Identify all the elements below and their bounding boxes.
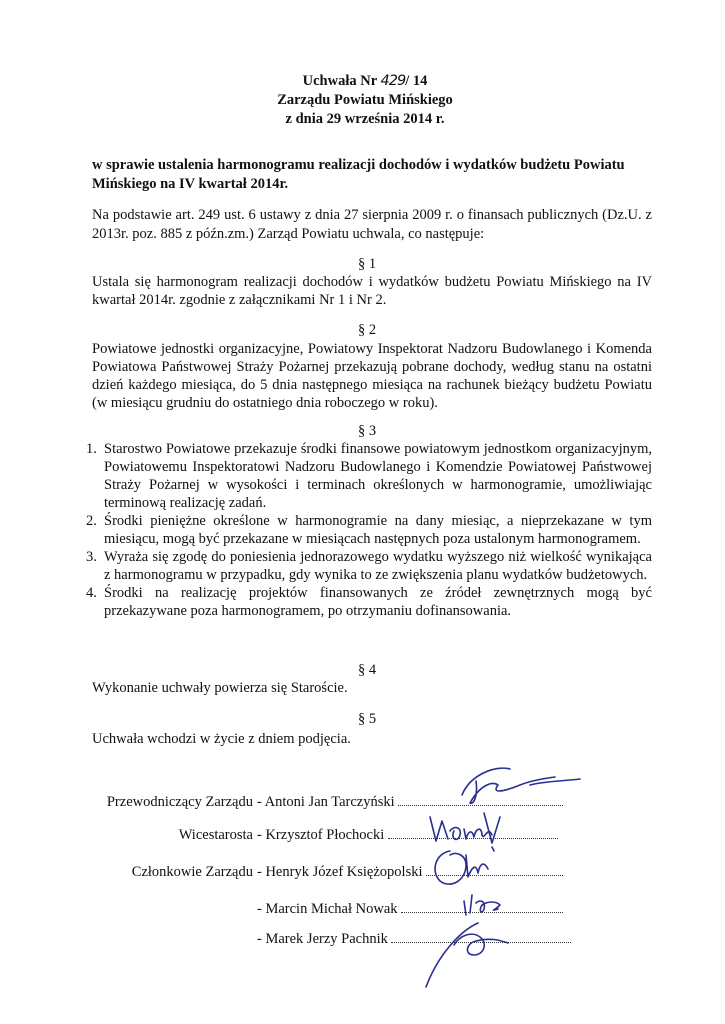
signature-line: [426, 863, 563, 876]
signatory-role: Wicestarosta: [178, 827, 253, 843]
list-item: [86, 584, 652, 620]
resolution-number-line: [200, 72, 530, 91]
list-item-text: Starostwo Powiatowe przekazuje środki finansowe powiatowym jednostkom organizacyjnym, Powiatowemu Inspektoratowi Nadzoru Budowlanego i Komendzie Powiatowej Państwowej Straży Pożarnej w wysokości i terminach określonych w harmonogramie, umożliwiając terminową realizację zadań.: [104, 441, 652, 511]
signatory-role: Przewodniczący Zarządu: [106, 794, 253, 810]
signature-line: [391, 930, 571, 943]
signature-line: [398, 793, 563, 806]
list-item-number: 4.: [86, 585, 97, 601]
legal-basis-intro: Na podstawie art. 249 ust. 6 ustawy z dnia 27 sierpnia 2009 r. o finansach publicznych (Dz.U. z 2013r. poz. 885 z późn.zm.) Zarząd Powiatu uchwala, co następuje:: [92, 207, 652, 242]
list-item-number: 1.: [86, 441, 97, 457]
section-4-mark: § 4: [357, 662, 377, 678]
resolution-subject: w sprawie ustalenia harmonogramu realizacji dochodów i wydatków budżetu Powiatu Mińskiego na IV kwartał 2014r.: [92, 157, 625, 192]
section-3-list: [86, 440, 652, 620]
signatory-name: - Marcin Michał Nowak: [257, 900, 563, 918]
list-item: [86, 548, 652, 584]
resolution-number-prefix: Uchwała Nr: [302, 73, 377, 89]
resolution-number-suffix: / 14: [405, 73, 428, 89]
section-2-mark: § 2: [357, 322, 377, 338]
list-item-text: Środki pieniężne określone w harmonogramie na dany miesiąc, a nieprzekazane w tym miesiącu, mogą być przekazane w miesiącach następnych poza ustalonym harmonogramem.: [104, 513, 652, 547]
section-4-text: Wykonanie uchwały powierza się Staroście.: [92, 680, 348, 696]
list-item: [86, 512, 652, 548]
signatory-name: - Marek Jerzy Pachnik: [257, 930, 571, 948]
list-item-number: 2.: [86, 513, 97, 529]
signatory-name: - Henryk Józef Księżopolski: [257, 863, 563, 881]
section-1-text: Ustala się harmonogram realizacji dochodów i wydatków budżetu Powiatu Mińskiego na IV kwartał 2014r. zgodnie z załącznikami Nr 1 i Nr 2.: [92, 274, 652, 308]
list-item-number: 3.: [86, 549, 97, 565]
section-1-mark: § 1: [357, 256, 377, 272]
signatory-role: Członkowie Zarządu: [131, 864, 253, 880]
section-5-mark: § 5: [357, 711, 377, 727]
resolution-header: [200, 72, 530, 129]
issuing-body: Zarządu Powiatu Mińskiego: [277, 92, 453, 108]
list-item-text: Wyraża się zgodę do poniesienia jednorazowego wydatku wyższego niż wielkość wynikająca z harmonogramu w przypadku, gdy wynika to ze zwiększenia planu wydatków budżetowych.: [104, 549, 652, 583]
signature-line: [401, 900, 563, 913]
signature-line: [388, 826, 558, 839]
section-2-text: Powiatowe jednostki organizacyjne, Powiatowy Inspektorat Nadzoru Budowlanego i Komenda Powiatowa Państwowej Straży Pożarnej przekazują pobrane dochody, według stanu na ostatni dzień każdego miesiąca, do 5 dnia następnego miesiąca na rachunek bieżący budżetu Powiatu (w miesiącu grudniu do ostatniego dnia roboczego w roku).: [92, 341, 652, 411]
resolution-number-handwritten: 429: [380, 73, 406, 89]
section-5-text: Uchwała wchodzi w życie z dniem podjęcia.: [92, 731, 351, 747]
section-3-mark: § 3: [357, 423, 377, 439]
signatory-name: - Krzysztof Płochocki: [257, 826, 558, 844]
list-item-text: Środki na realizację projektów finansowanych ze źródeł zewnętrznych mogą być przekazywane poza harmonogramem, po otrzymaniu dofinansowania.: [104, 585, 652, 619]
list-item: [86, 440, 652, 512]
signatory-name: - Antoni Jan Tarczyński: [257, 793, 563, 811]
resolution-date: z dnia 29 września 2014 r.: [285, 111, 445, 127]
